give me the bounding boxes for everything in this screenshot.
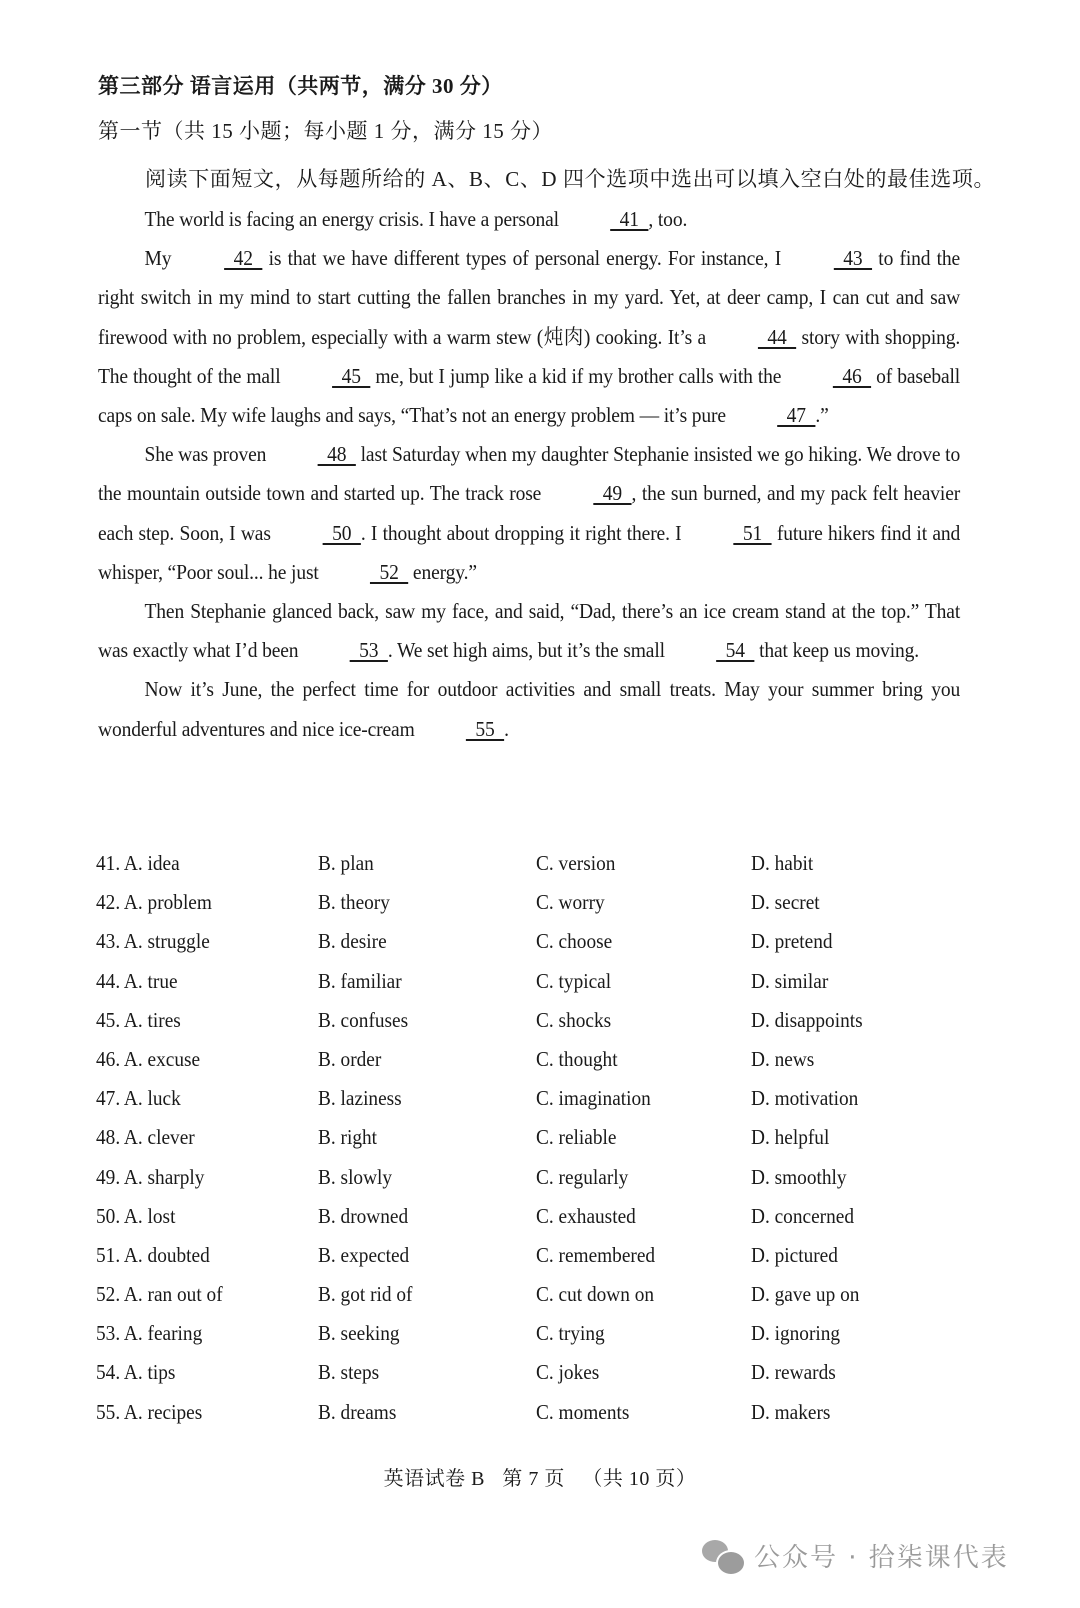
question-number: 42. [96,890,121,915]
watermark-text: 公众号 · 拾柒课代表 [754,1543,1009,1573]
option-c: C. choose [536,929,613,954]
option-c: C. jokes [536,1360,600,1385]
passage-text: Then Stephanie glanced back, saw my face, and said, “Dad, there’s an ice cream stand at the top.” That was exactly what I’d been [98,599,961,663]
option-d: D. smoothly [751,1164,847,1189]
question-number: 47. [96,1086,121,1111]
option-d: D. motivation [751,1086,859,1111]
option-d: D. news [751,1046,815,1071]
option-a-text: A. excuse [123,1046,201,1071]
option-d: D. habit [751,851,814,875]
option-b: B. drowned [318,1203,409,1228]
option-a [96,890,212,915]
passage-text: . I thought about dropping it right there. I [360,520,687,545]
option-c: C. cut down on [536,1282,655,1307]
question-row [96,1086,996,1125]
question-row [96,1165,996,1204]
page-footer [0,1462,1080,1491]
option-d: D. gave up on [751,1282,860,1307]
question-row [96,1008,996,1047]
option-a [96,1204,175,1229]
option-a [96,1282,223,1307]
option-c: C. version [536,851,616,875]
option-c: C. shocks [536,1007,612,1032]
option-a-text: A. tips [123,1360,176,1385]
paragraph-1 [98,200,960,239]
paragraph-5 [98,670,960,748]
option-a-text: A. luck [123,1086,181,1111]
option-c: C. thought [536,1046,618,1071]
question-number: 51. [96,1242,121,1267]
question-number: 46. [96,1046,121,1071]
option-a-text: A. recipes [123,1399,203,1424]
blank-41: 41 [610,207,649,231]
option-d: D. makers [751,1399,831,1424]
question-number: 41. [96,851,121,875]
question-row [96,1047,996,1086]
question-row [96,1400,996,1439]
passage-text: to find the right switch in my mind to start cutting the fallen branches in my yard. Yet, at deer camp, I can cut and saw firewood with no problem, especially with a warm stew (炖肉) cooking. It’s a [98,246,961,349]
blank-45: 45 [332,363,371,388]
option-b: B. expected [318,1242,410,1267]
passage-text: , too. [648,207,688,231]
question-number: 53. [96,1321,121,1346]
option-a [96,851,180,876]
passage-text: . [504,716,509,741]
option-b: B. laziness [318,1086,402,1111]
option-c: C. imagination [536,1086,651,1111]
watermark [702,1537,1009,1574]
question-row [96,890,996,929]
option-a [96,1165,204,1190]
option-a [96,1360,175,1385]
option-a [96,1243,210,1268]
option-b: B. right [318,1125,378,1150]
option-d: D. pictured [751,1242,838,1267]
option-a-text: A. sharply [123,1164,205,1189]
blank-50: 50 [322,520,361,545]
page-number: 第 7 页 [502,1468,565,1490]
option-a-text: A. ran out of [123,1282,223,1307]
option-d: D. disappoints [751,1007,863,1032]
passage-text: that keep us moving. [754,638,920,663]
option-b: B. familiar [318,968,402,993]
blank-51: 51 [733,520,772,545]
option-a [96,929,210,954]
option-c: C. moments [536,1399,630,1424]
passage-text: .” [815,403,829,428]
option-a-text: A. doubted [123,1242,210,1267]
passage-text: is that we have different types of personal energy. For instance, I [262,246,788,271]
passage-text: . We set high aims, but it’s the small [387,638,670,663]
options-list [96,851,996,1439]
option-a-text: A. struggle [123,929,210,954]
option-c: C. trying [536,1321,605,1346]
question-number: 54. [96,1360,121,1385]
blank-46: 46 [832,363,872,388]
blank-52: 52 [369,559,409,584]
option-d: D. secret [751,890,820,915]
passage-text: My [144,246,178,271]
option-a-text: A. fearing [123,1321,203,1346]
passage-text: future hikers find it and whisper, “Poor soul... he just [98,520,961,584]
passage-text: The world is facing an energy crisis. I have a personal [144,207,564,231]
option-d: D. similar [751,968,829,993]
option-a [96,1125,195,1150]
option-b: B. desire [318,929,387,954]
blank-55: 55 [465,716,505,741]
option-b: B. confuses [318,1007,409,1032]
option-a-text: A. clever [123,1125,195,1150]
option-b: B. dreams [318,1399,397,1424]
option-c: C. exhausted [536,1203,636,1228]
passage-text: story with shopping. The thought of the mall [98,324,961,388]
blank-47: 47 [777,403,816,428]
question-row [96,1321,996,1360]
option-b: B. got rid of [318,1282,413,1307]
question-row [96,929,996,968]
blank-49: 49 [593,481,632,506]
question-row [96,1360,996,1399]
paragraph-4 [98,592,960,670]
question-number: 55. [96,1399,121,1424]
option-d: D. helpful [751,1125,830,1150]
blank-48: 48 [317,442,356,467]
passage-text: me, but I jump like a kid if my brother calls with the [370,363,787,388]
option-a [96,969,178,994]
cloze-passage [98,200,960,749]
option-a-text: A. problem [123,890,212,915]
option-a [96,1086,181,1111]
option-c: C. reliable [536,1125,617,1150]
option-c: C. remembered [536,1242,656,1267]
option-b: B. theory [318,890,390,915]
paragraph-2 [98,239,960,435]
option-c: C. typical [536,968,612,993]
blank-53: 53 [349,638,388,663]
question-number: 50. [96,1203,121,1228]
section-title: 第一节（共 15 小题；每小题 1 分，满分 15 分） [98,119,553,143]
question-number: 45. [96,1007,121,1032]
passage-text: energy.” [408,559,477,584]
option-b: B. seeking [318,1321,400,1346]
option-a-text: A. idea [123,851,180,875]
option-c: C. regularly [536,1164,629,1189]
paragraph-3 [98,435,960,592]
option-a-text: A. true [123,968,178,993]
option-b: B. slowly [318,1164,393,1189]
question-row [96,1125,996,1164]
question-row [96,1243,996,1282]
blank-43: 43 [833,246,873,271]
option-b: B. order [318,1046,382,1071]
question-number: 48. [96,1125,121,1150]
option-d: D. ignoring [751,1321,841,1346]
blank-54: 54 [716,638,755,663]
question-row [96,969,996,1008]
question-number: 44. [96,968,121,993]
passage-text: , the sun burned, and my pack felt heavier each step. Soon, I was [98,481,961,545]
passage-text: of baseball caps on sale. My wife laughs and says, “That’s not an energy problem — it’s pure [98,363,961,428]
wechat-icon [702,1538,746,1574]
option-b: B. steps [318,1360,380,1385]
option-d: D. concerned [751,1203,854,1228]
passage-text: She was proven [144,442,272,467]
question-number: 49. [96,1164,121,1189]
question-row [96,1282,996,1321]
question-number: 52. [96,1282,121,1307]
option-a-text: A. lost [123,1203,176,1228]
blank-42: 42 [224,246,263,271]
question-row [96,851,996,890]
option-a [96,1047,200,1072]
page-total: （共 10 页） [582,1468,697,1490]
option-c: C. worry [536,890,605,915]
question-row [96,1204,996,1243]
option-a [96,1400,202,1425]
option-b: B. plan [318,851,374,875]
option-a-text: A. tires [123,1007,181,1032]
paper-name: 英语试卷 B [383,1468,485,1490]
option-d: D. rewards [751,1360,836,1385]
passage-text: last Saturday when my daughter Stephanie insisted we go hiking. We drove to the mountain outside town and started up. The track rose [98,442,961,506]
part-title: 第三部分 语言运用（共两节，满分 30 分） [98,74,503,98]
passage-text: Now it’s June, the perfect time for outdoor activities and small treats. May your summer bring you wonderful adventures and nice ice-cream [98,677,961,741]
instruction: 阅读下面短文，从每题所给的 A、B、C、D 四个选项中选出可以填入空白处的最佳选项。 [145,167,996,191]
option-a [96,1008,181,1033]
option-a [96,1321,202,1346]
option-d: D. pretend [751,929,833,954]
blank-44: 44 [757,324,797,349]
question-number: 43. [96,929,121,954]
